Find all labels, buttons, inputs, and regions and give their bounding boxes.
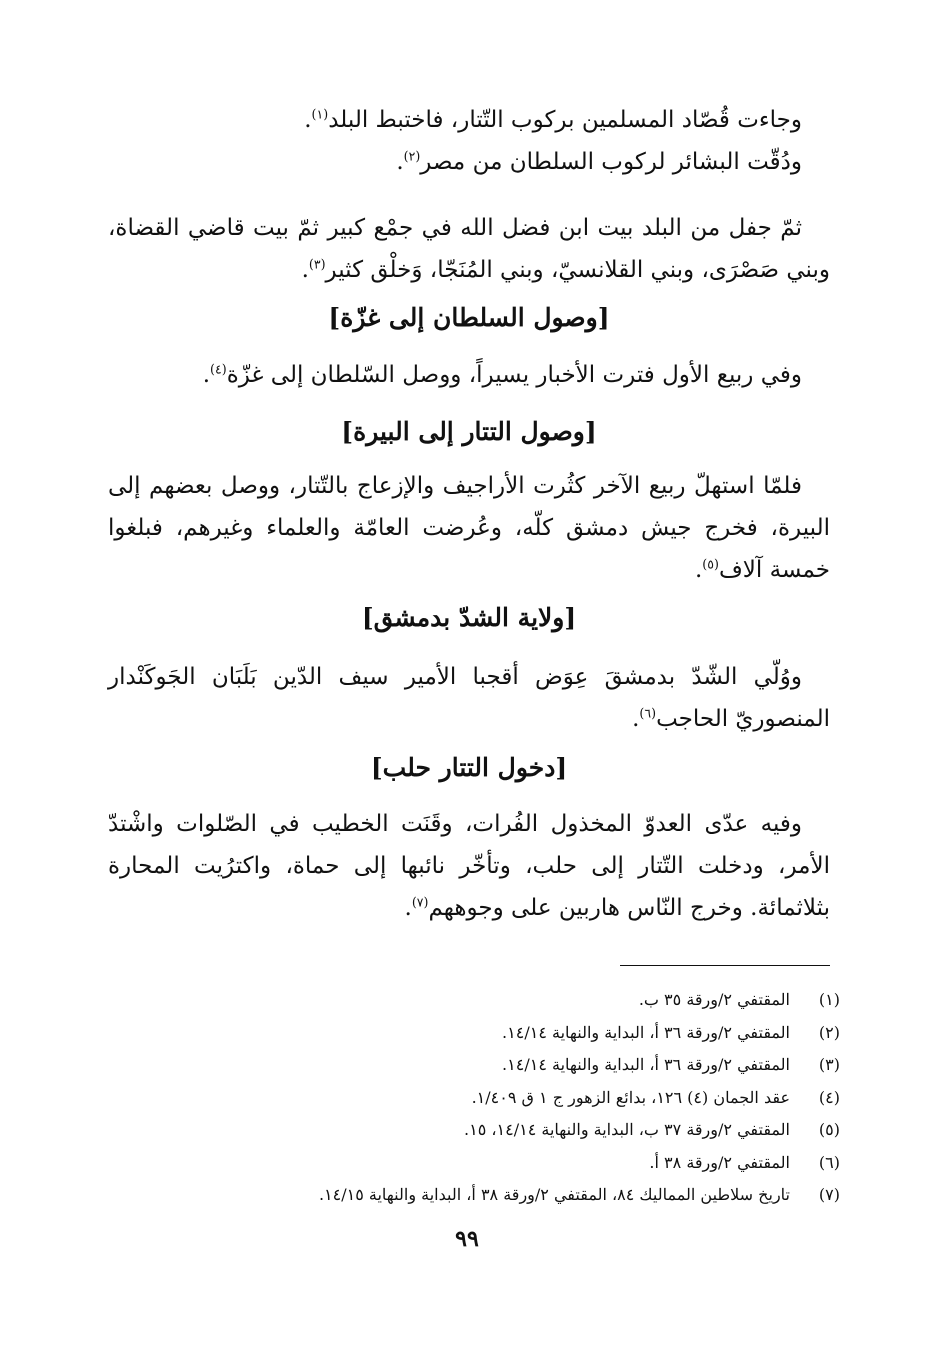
paragraph [108,803,830,929]
sentence-end: . [632,706,640,732]
sentence-end: . [304,107,312,133]
paragraph [108,207,830,291]
sentence-end: . [694,557,703,583]
section-heading: [ولاية الشدّ بدمشق] [361,603,577,632]
footnote [160,1179,840,1212]
paragraph-text: وجاءت قُصّاد المسلمين بركوب التّتار، فاختبط البلد [328,107,802,133]
footnote [160,1114,840,1147]
footnote-number: (٥) [818,1120,840,1139]
footnote-number: (٧) [818,1185,840,1204]
body-paragraph-block [108,465,830,591]
footnote-text: المقتفي ٢/ورقة ٣٦ أ، البداية والنهاية ١٤/١٤. [502,1022,790,1042]
footnote-number: (٣) [818,1055,840,1074]
paragraph [108,141,830,183]
footnote-text: عقد الجمان (٤) ١٢٦، بدائع الزهور ج ١ ق ١/٤٠٩. [471,1087,790,1107]
footnote-text: المقتفي ٢/ورقة ٣٥ ب. [638,990,790,1009]
footnote-ref: (٢) [403,148,421,164]
footnote-ref: (٥) [702,556,719,572]
footnote [160,1147,840,1180]
opening-lines [108,99,830,183]
paragraph-text: فلمّا استهلّ ربيع الآخر كثُرت الأراجيف والإزعاج بالتّتار، ووصل بعضهم إلى البيرة، فخرج جيش دمشق كلّه، وعُرضت العامّة والعلماء وغيرهم، فبلغوا خمسة آلاف [108,473,830,583]
paragraph-text: وفيه عدّى العدوّ المخذول الفُرات، وقَنَت الخطيب في الصّلوات واشْتدّ الأمر، ودخلت التّتار إلى حلب، وتأخّر نائبها إلى حماة، واكترُيت المحارة بثلاثمائة. وخرج النّاس هاربين على وجوههم [108,811,830,921]
footnote [160,984,840,1017]
footnote-divider [620,965,830,966]
footnote-text: المقتفي ٢/ورقة ٣٨ أ. [649,1152,790,1172]
paragraph-text: وفي ربيع الأول فترت الأخبار يسيراً، ووصل السّلطان إلى غزّة [226,362,802,388]
body-paragraph-block [108,656,830,740]
footnotes [160,984,840,1212]
footnote [160,1017,840,1050]
section-heading: [دخول التتار حلب] [370,753,568,782]
footnote [160,1082,840,1115]
section-heading: [وصول التتار إلى البيرة] [341,417,597,446]
body-paragraph-block [108,207,830,291]
sentence-end: . [404,895,412,921]
sentence-end: . [396,149,404,175]
footnote-number: (٢) [818,1022,840,1042]
footnote-ref: (٦) [639,705,657,721]
footnote-ref: (٧) [411,894,429,910]
footnote-number: (٤) [818,1087,840,1107]
footnote-number: (٦) [818,1152,840,1172]
paragraph [108,656,830,740]
body-paragraph-block [108,803,830,929]
paragraph [108,99,830,141]
paragraph-text: ثمّ جفل من البلد بيت ابن فضل الله في جمْع كبير ثمّ بيت قاضي القضاة، وبني صَصْرَى، وبني القلانسيّ، وبني المُنَجّا، وَخلْق كثير [108,215,830,283]
paragraph-text: ووُلّي الشّدّ بدمشقَ عِوَض أقجبا الأمير سيف الدّين بَلَبَان الجَوكَنْدار المنصوريّ الحاجب [108,664,830,732]
section-heading: [وصول السلطان إلى غزّة] [328,303,610,332]
sentence-end: . [202,362,211,388]
paragraph [108,465,830,591]
footnote [160,1049,840,1082]
footnote-number: (١) [818,990,840,1009]
body-paragraph-block [108,354,830,396]
page-number: ٩٩ [455,1226,479,1252]
paragraph-text: ودُقّت البشائر لركوب السلطان من مصر [420,149,802,175]
paragraph [108,354,830,396]
footnote-text: تاريخ سلاطين المماليك ٨٤، المقتفي ٢/ورقة ٣٨ أ، البداية والنهاية ١٤/١٥. [318,1185,790,1204]
footnote-ref: (١) [311,106,329,122]
footnote-text: المقتفي ٢/ورقة ٣٦ أ، البداية والنهاية ١٤/١٤. [502,1055,790,1074]
footnote-text: المقتفي ٢/ورقة ٣٧ ب، البداية والنهاية ١٤/١٤، ١٥. [464,1120,790,1139]
sentence-end: . [301,257,309,283]
footnote-ref: (٣) [308,256,326,272]
footnote-ref: (٤) [210,361,227,377]
